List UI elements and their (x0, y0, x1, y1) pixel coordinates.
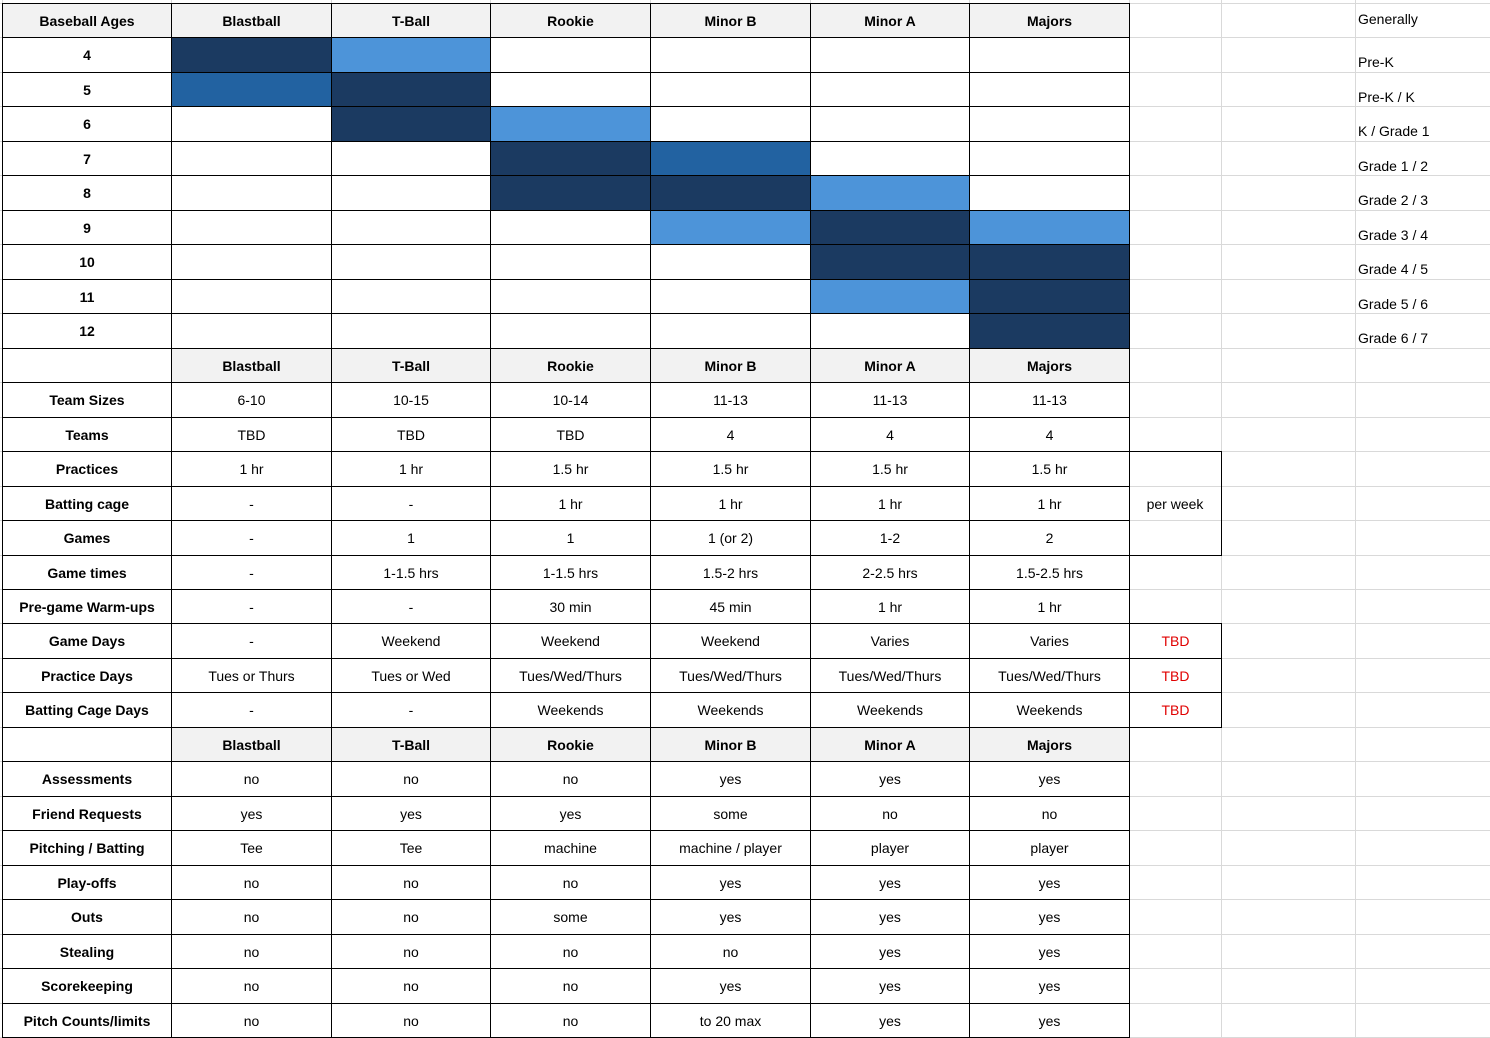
column-header[interactable]: Majors (969, 3, 1130, 38)
column-header[interactable]: Majors (969, 348, 1130, 383)
value-cell[interactable]: yes (331, 796, 491, 831)
value-cell[interactable]: 1 hr (171, 451, 332, 487)
value-cell[interactable]: Weekends (650, 692, 811, 728)
value-cell[interactable]: Weekend (331, 623, 491, 659)
row-label[interactable]: Batting cage (2, 486, 172, 521)
age-fill-dark[interactable] (331, 72, 491, 107)
value-cell[interactable]: 2 (969, 520, 1130, 556)
value-cell[interactable]: 1 hr (810, 589, 970, 624)
age-cell-empty[interactable] (171, 313, 332, 349)
age-fill-dark[interactable] (650, 175, 811, 211)
tbd-note[interactable]: TBD (1129, 623, 1222, 659)
value-cell[interactable]: yes (969, 968, 1130, 1004)
age-cell-empty[interactable] (171, 210, 332, 245)
age-label[interactable]: 5 (2, 72, 172, 107)
age-cell-empty[interactable] (650, 313, 811, 349)
value-cell[interactable]: yes (810, 761, 970, 797)
age-cell-empty[interactable] (650, 37, 811, 73)
value-cell[interactable]: TBD (171, 417, 332, 452)
value-cell[interactable]: yes (490, 796, 651, 831)
column-header[interactable]: Minor A (810, 727, 970, 762)
value-cell[interactable]: 45 min (650, 589, 811, 624)
value-cell[interactable]: yes (810, 899, 970, 935)
value-cell[interactable]: some (490, 899, 651, 935)
value-cell[interactable]: Weekends (490, 692, 651, 728)
age-cell-empty[interactable] (490, 313, 651, 349)
row-label[interactable]: Assessments (2, 761, 172, 797)
column-header[interactable]: Minor A (810, 3, 970, 38)
value-cell[interactable]: 11-13 (810, 382, 970, 418)
row-label[interactable]: Practice Days (2, 658, 172, 693)
age-cell-empty[interactable] (650, 279, 811, 314)
age-cell-empty[interactable] (490, 210, 651, 245)
age-fill-light[interactable] (969, 210, 1130, 245)
age-label[interactable]: 8 (2, 175, 172, 211)
row-label[interactable]: Pitching / Batting (2, 830, 172, 866)
tbd-note[interactable]: TBD (1129, 692, 1222, 728)
age-cell-empty[interactable] (331, 313, 491, 349)
value-cell[interactable]: Tee (171, 830, 332, 866)
per-week-note[interactable]: per week (1129, 451, 1222, 556)
age-cell-empty[interactable] (490, 244, 651, 280)
value-cell[interactable]: no (490, 934, 651, 969)
header-blank[interactable] (2, 727, 172, 762)
age-cell-empty[interactable] (171, 141, 332, 176)
header-blank[interactable] (2, 348, 172, 383)
grade-note[interactable]: Grade 4 / 5 (1358, 261, 1429, 277)
value-cell[interactable]: 1-2 (810, 520, 970, 556)
value-cell[interactable]: no (490, 1003, 651, 1038)
age-fill-medium[interactable] (171, 72, 332, 107)
age-fill-dark[interactable] (810, 210, 970, 245)
value-cell[interactable]: 1-1.5 hrs (331, 555, 491, 590)
value-cell[interactable]: 2-2.5 hrs (810, 555, 970, 590)
value-cell[interactable]: - (171, 555, 332, 590)
row-label[interactable]: Batting Cage Days (2, 692, 172, 728)
age-cell-empty[interactable] (650, 72, 811, 107)
value-cell[interactable]: 4 (810, 417, 970, 452)
value-cell[interactable]: 1 hr (331, 451, 491, 487)
age-label[interactable]: 12 (2, 313, 172, 349)
value-cell[interactable]: no (490, 865, 651, 900)
age-cell-empty[interactable] (331, 244, 491, 280)
value-cell[interactable]: TBD (490, 417, 651, 452)
column-header[interactable]: Rookie (490, 3, 651, 38)
value-cell[interactable]: no (171, 1003, 332, 1038)
value-cell[interactable]: yes (810, 865, 970, 900)
value-cell[interactable]: machine / player (650, 830, 811, 866)
grade-note[interactable]: Pre-K (1358, 54, 1394, 70)
age-fill-dark[interactable] (810, 244, 970, 280)
age-label[interactable]: 11 (2, 279, 172, 314)
value-cell[interactable]: no (810, 796, 970, 831)
value-cell[interactable]: 1 (or 2) (650, 520, 811, 556)
row-label[interactable]: Outs (2, 899, 172, 935)
value-cell[interactable]: - (171, 692, 332, 728)
column-header[interactable]: Minor A (810, 348, 970, 383)
value-cell[interactable]: no (331, 899, 491, 935)
value-cell[interactable]: - (331, 486, 491, 521)
value-cell[interactable]: 1 hr (969, 486, 1130, 521)
age-fill-light[interactable] (331, 37, 491, 73)
age-cell-empty[interactable] (650, 106, 811, 142)
value-cell[interactable]: yes (969, 934, 1130, 969)
value-cell[interactable]: yes (810, 934, 970, 969)
value-cell[interactable]: yes (810, 1003, 970, 1038)
age-cell-empty[interactable] (810, 141, 970, 176)
age-cell-empty[interactable] (171, 106, 332, 142)
value-cell[interactable]: yes (810, 968, 970, 1004)
column-header[interactable]: Rookie (490, 348, 651, 383)
age-fill-dark[interactable] (969, 244, 1130, 280)
value-cell[interactable]: yes (969, 1003, 1130, 1038)
column-header[interactable]: Minor B (650, 3, 811, 38)
value-cell[interactable]: yes (969, 865, 1130, 900)
value-cell[interactable]: Weekend (490, 623, 651, 659)
value-cell[interactable]: 1.5 hr (810, 451, 970, 487)
age-cell-empty[interactable] (969, 141, 1130, 176)
value-cell[interactable]: yes (650, 899, 811, 935)
value-cell[interactable]: yes (171, 796, 332, 831)
value-cell[interactable]: to 20 max (650, 1003, 811, 1038)
value-cell[interactable]: TBD (331, 417, 491, 452)
age-fill-dark[interactable] (331, 106, 491, 142)
column-header[interactable]: Blastball (171, 3, 332, 38)
value-cell[interactable]: 1 hr (490, 486, 651, 521)
row-label[interactable]: Game Days (2, 623, 172, 659)
value-cell[interactable]: no (171, 865, 332, 900)
value-cell[interactable]: player (969, 830, 1130, 866)
value-cell[interactable]: 1 hr (810, 486, 970, 521)
value-cell[interactable]: no (171, 968, 332, 1004)
age-cell-empty[interactable] (171, 175, 332, 211)
row-label[interactable]: Teams (2, 417, 172, 452)
age-fill-light[interactable] (810, 175, 970, 211)
value-cell[interactable]: Varies (810, 623, 970, 659)
value-cell[interactable]: no (490, 968, 651, 1004)
value-cell[interactable]: 30 min (490, 589, 651, 624)
row-label[interactable]: Practices (2, 451, 172, 487)
age-fill-light[interactable] (490, 106, 651, 142)
age-cell-empty[interactable] (331, 175, 491, 211)
age-fill-medium[interactable] (650, 141, 811, 176)
row-label[interactable]: Pre-game Warm-ups (2, 589, 172, 624)
value-cell[interactable]: 1 hr (650, 486, 811, 521)
value-cell[interactable]: Tues or Wed (331, 658, 491, 693)
age-fill-light[interactable] (810, 279, 970, 314)
value-cell[interactable]: 1.5 hr (650, 451, 811, 487)
value-cell[interactable]: Weekend (650, 623, 811, 659)
value-cell[interactable]: no (490, 761, 651, 797)
value-cell[interactable]: no (331, 865, 491, 900)
value-cell[interactable]: no (650, 934, 811, 969)
value-cell[interactable]: no (969, 796, 1130, 831)
value-cell[interactable]: Tues or Thurs (171, 658, 332, 693)
value-cell[interactable]: 1 hr (969, 589, 1130, 624)
grade-note[interactable]: Pre-K / K (1358, 89, 1415, 105)
value-cell[interactable]: no (171, 934, 332, 969)
age-cell-empty[interactable] (810, 72, 970, 107)
grade-note[interactable]: Grade 2 / 3 (1358, 192, 1429, 208)
grade-note[interactable]: Grade 5 / 6 (1358, 296, 1429, 312)
value-cell[interactable]: no (331, 968, 491, 1004)
value-cell[interactable]: 1.5-2.5 hrs (969, 555, 1130, 590)
grade-note[interactable]: Grade 1 / 2 (1358, 158, 1429, 174)
age-cell-empty[interactable] (969, 72, 1130, 107)
value-cell[interactable]: - (331, 589, 491, 624)
column-header[interactable]: Minor B (650, 348, 811, 383)
column-header[interactable]: Blastball (171, 348, 332, 383)
age-fill-dark[interactable] (490, 175, 651, 211)
value-cell[interactable]: 1.5-2 hrs (650, 555, 811, 590)
row-label[interactable]: Games (2, 520, 172, 556)
value-cell[interactable]: no (331, 934, 491, 969)
value-cell[interactable]: yes (650, 865, 811, 900)
value-cell[interactable]: 1-1.5 hrs (490, 555, 651, 590)
value-cell[interactable]: 10-14 (490, 382, 651, 418)
value-cell[interactable]: 1 (331, 520, 491, 556)
age-label[interactable]: 6 (2, 106, 172, 142)
value-cell[interactable]: yes (969, 899, 1130, 935)
age-fill-dark[interactable] (969, 313, 1130, 349)
value-cell[interactable]: no (171, 899, 332, 935)
value-cell[interactable]: Tues/Wed/Thurs (650, 658, 811, 693)
age-fill-light[interactable] (650, 210, 811, 245)
value-cell[interactable]: 6-10 (171, 382, 332, 418)
age-cell-empty[interactable] (969, 37, 1130, 73)
age-cell-empty[interactable] (810, 37, 970, 73)
age-cell-empty[interactable] (331, 279, 491, 314)
age-label[interactable]: 9 (2, 210, 172, 245)
age-label[interactable]: 4 (2, 37, 172, 73)
value-cell[interactable]: Weekends (810, 692, 970, 728)
age-cell-empty[interactable] (969, 175, 1130, 211)
age-cell-empty[interactable] (171, 244, 332, 280)
age-cell-empty[interactable] (331, 210, 491, 245)
value-cell[interactable]: no (171, 761, 332, 797)
tbd-note[interactable]: TBD (1129, 658, 1222, 693)
value-cell[interactable]: Tues/Wed/Thurs (810, 658, 970, 693)
value-cell[interactable]: 4 (650, 417, 811, 452)
grade-note[interactable]: K / Grade 1 (1358, 123, 1430, 139)
row-label[interactable]: Scorekeeping (2, 968, 172, 1004)
gridline (1355, 0, 1356, 1038)
value-cell[interactable]: player (810, 830, 970, 866)
age-cell-empty[interactable] (490, 72, 651, 107)
row-label[interactable]: Friend Requests (2, 796, 172, 831)
age-label[interactable]: 7 (2, 141, 172, 176)
column-header[interactable]: T-Ball (331, 348, 491, 383)
value-cell[interactable]: 1.5 hr (969, 451, 1130, 487)
row-label[interactable]: Pitch Counts/limits (2, 1003, 172, 1038)
value-cell[interactable]: no (331, 761, 491, 797)
value-cell[interactable]: - (331, 692, 491, 728)
value-cell[interactable]: Tues/Wed/Thurs (490, 658, 651, 693)
age-cell-empty[interactable] (331, 141, 491, 176)
value-cell[interactable]: 1.5 hr (490, 451, 651, 487)
column-header[interactable]: T-Ball (331, 727, 491, 762)
value-cell[interactable]: Tee (331, 830, 491, 866)
age-fill-dark[interactable] (490, 141, 651, 176)
column-header[interactable]: Majors (969, 727, 1130, 762)
value-cell[interactable]: yes (969, 761, 1130, 797)
row-label[interactable]: Stealing (2, 934, 172, 969)
value-cell[interactable]: 4 (969, 417, 1130, 452)
age-cell-empty[interactable] (171, 279, 332, 314)
age-cell-empty[interactable] (810, 106, 970, 142)
value-cell[interactable]: - (171, 589, 332, 624)
column-header[interactable]: Minor B (650, 727, 811, 762)
value-cell[interactable]: 1 (490, 520, 651, 556)
age-cell-empty[interactable] (490, 37, 651, 73)
value-cell[interactable]: no (331, 1003, 491, 1038)
age-fill-dark[interactable] (171, 37, 332, 73)
age-fill-dark[interactable] (969, 279, 1130, 314)
column-header[interactable]: Blastball (171, 727, 332, 762)
value-cell[interactable]: - (171, 520, 332, 556)
age-cell-empty[interactable] (969, 106, 1130, 142)
value-cell[interactable]: Weekends (969, 692, 1130, 728)
age-cell-empty[interactable] (650, 244, 811, 280)
value-cell[interactable]: - (171, 486, 332, 521)
age-cell-empty[interactable] (810, 313, 970, 349)
value-cell[interactable]: machine (490, 830, 651, 866)
grade-note[interactable]: Grade 3 / 4 (1358, 227, 1429, 243)
column-header[interactable]: T-Ball (331, 3, 491, 38)
grade-note[interactable]: Grade 6 / 7 (1358, 330, 1429, 346)
value-cell[interactable]: Varies (969, 623, 1130, 659)
value-cell[interactable]: Tues/Wed/Thurs (969, 658, 1130, 693)
age-cell-empty[interactable] (490, 279, 651, 314)
value-cell[interactable]: 11-13 (650, 382, 811, 418)
value-cell[interactable]: yes (650, 761, 811, 797)
value-cell[interactable]: 10-15 (331, 382, 491, 418)
value-cell[interactable]: yes (650, 968, 811, 1004)
ages-header-cell[interactable]: Baseball Ages (2, 3, 172, 38)
value-cell[interactable]: 11-13 (969, 382, 1130, 418)
value-cell[interactable]: some (650, 796, 811, 831)
row-label[interactable]: Team Sizes (2, 382, 172, 418)
column-header[interactable]: Rookie (490, 727, 651, 762)
row-label[interactable]: Play-offs (2, 865, 172, 900)
age-label[interactable]: 10 (2, 244, 172, 280)
grades-title[interactable]: Generally (1358, 11, 1418, 27)
row-label[interactable]: Game times (2, 555, 172, 590)
value-cell[interactable]: - (171, 623, 332, 659)
